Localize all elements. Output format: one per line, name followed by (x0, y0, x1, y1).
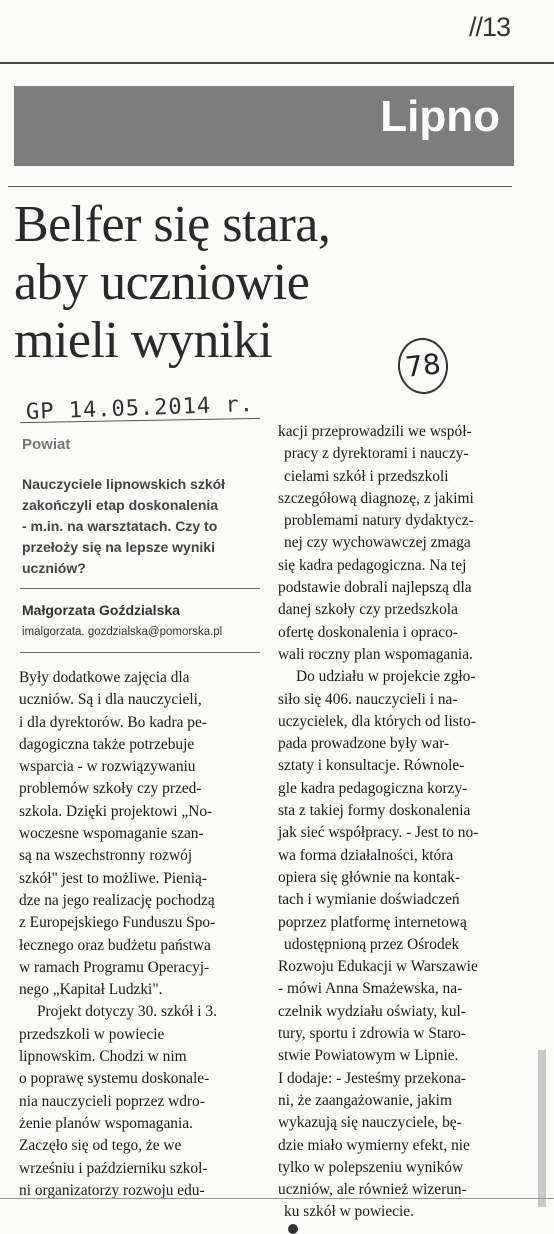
section-banner (14, 86, 514, 166)
body-line: się kadra pedagogiczna. Na tej (278, 556, 467, 574)
banner-rule (8, 186, 512, 187)
headline-line: aby uczniowie (14, 254, 310, 311)
body-line: ofertę doskonalenia i opraco- (278, 623, 458, 641)
body-line: I dodaje: - Jesteśmy przekona- (278, 1069, 467, 1087)
body-line: nej czy wychowawczej zmaga (284, 534, 471, 552)
author-divider (20, 652, 260, 653)
body-line: podstawie dobrali najlepszą dla (278, 579, 472, 597)
body-line: żenie planów wspomagania. (19, 1114, 193, 1132)
body-line: są na wszechstronny rozwój (19, 847, 193, 865)
body-line: szkół" jest to możliwe. Pienią- (19, 869, 207, 887)
article-column-right (278, 421, 524, 1234)
body-line: kacji przeprowadzili we współ- (278, 423, 472, 440)
body-line: szkola. Dzięki projektowi „No- (19, 802, 213, 820)
body-line: nego „Kapitał Ludzki". (19, 981, 163, 999)
author-email: imalgorzata. gozdzialska@pomorska.pl (22, 626, 223, 638)
lead-line: uczniów? (22, 560, 86, 576)
body-line: woczesne wspomaganie szan- (19, 825, 204, 843)
body-line: z Europejskiego Funduszu Spo- (19, 914, 216, 932)
body-line-last: ku szkół w powiecie. (284, 1203, 414, 1221)
body-line: uczniów. Są i dla nauczycieli, (19, 691, 202, 709)
section-label: Powiat (22, 436, 71, 453)
lead-divider (20, 588, 260, 589)
body-line: sztaty i konsultacje. Równole- (278, 757, 465, 775)
body-line: tach i wymianie doświadczeń (278, 891, 460, 909)
end-of-article-icon (288, 1224, 298, 1234)
body-line: pada prowadzone były war- (278, 735, 450, 753)
article-lead (22, 474, 258, 579)
body-line: ni, że zaangażowanie, jakim (278, 1091, 452, 1109)
body-line (278, 1201, 524, 1233)
circled-number-mark: 78 (395, 336, 451, 397)
body-line: wsparcia - w rozwiązywaniu (19, 758, 196, 776)
body-line: siło się 406. nauczycieli i na- (278, 690, 458, 708)
scan-edge-shadow (538, 1050, 546, 1207)
body-line: uczycielek, dla których od listo- (278, 712, 476, 730)
body-line: wali roczny plan wspomagania. (278, 645, 473, 663)
body-line: udostępnioną przez Ośrodek (284, 935, 460, 953)
body-line: Rozwoju Edukacji w Warszawie (278, 958, 478, 976)
body-line: ni organizatorzy rozwoju edu- (19, 1181, 205, 1199)
top-rule (0, 62, 554, 64)
body-line: stwie Powiatowym w Lipnie. (278, 1047, 459, 1065)
body-line: i dla dyrektorów. Bo kadra pe- (19, 713, 207, 731)
body-line: cielami szkół i przedszkoli (284, 467, 449, 485)
body-line: przedszkoli w powiecie (19, 1025, 165, 1043)
body-line: dzie miało wymierny efekt, nie (278, 1136, 470, 1154)
body-line: gle kadra pedagogiczna korzy- (278, 779, 468, 797)
lead-line: - m.in. na warsztatach. Czy to (22, 518, 218, 534)
body-line: Były dodatkowe zajęcia dla (19, 669, 190, 686)
body-line: wa forma działalności, która (278, 846, 454, 864)
body-line: Do udziału w projekcie zgło- (296, 668, 476, 686)
body-line: Projekt dotyczy 30. szkół i 3. (37, 1003, 217, 1021)
body-line: tury, sportu i zdrowia w Staro- (278, 1025, 466, 1043)
body-line: lipnowskim. Chodzi w nim (19, 1048, 187, 1066)
body-line: jak sieć współpracy. - Jest to no- (278, 824, 479, 842)
body-line: wykazują się nauczyciele, bę- (278, 1114, 462, 1132)
body-line: problemami natury dydaktycz- (284, 512, 474, 530)
body-line: o poprawę systemu doskonale- (19, 1070, 210, 1088)
lead-line: Nauczyciele lipnowskich szkół (22, 476, 226, 492)
body-line: tylko w polepszeniu wyników (278, 1158, 464, 1176)
author-name: Małgorzata Goździalska (22, 602, 180, 618)
body-line: czelnik wydziału oświaty, kul- (278, 1002, 466, 1020)
lead-line: przełoży się na lepsze wyniki (22, 539, 215, 555)
body-line: danej szkoły czy przedszkola (278, 601, 458, 619)
body-line: dze na jego realizację pochodzą (19, 891, 215, 909)
body-line: sta z takiej formy doskonalenia (278, 802, 471, 820)
body-line: nia nauczycieli poprzez wdro- (19, 1092, 205, 1110)
body-line: pracy z dyrektorami i nauczy- (284, 445, 469, 463)
headline-line: Belfer się stara, (14, 196, 331, 253)
article-column-left (19, 667, 264, 1202)
body-line: poprzez platformę internetową (278, 913, 467, 931)
body-line: uczniów, ale również wizerun- (278, 1181, 467, 1199)
page-number: //13 (468, 12, 510, 42)
lead-line: zakończyli etap doskonalenia (22, 497, 219, 513)
body-line: łecznego oraz budżetu państwa (19, 936, 211, 954)
body-line: - mówi Anna Smażewska, na- (278, 980, 463, 998)
body-line: dagogiczna także potrzebuje (19, 735, 195, 753)
headline-line: mieli wyniki (14, 312, 273, 369)
body-line: opiera się głównie na kontak- (278, 868, 461, 886)
body-line: problemów szkoły czy przed- (19, 780, 202, 798)
body-line: w ramach Programu Operacyj- (19, 958, 210, 976)
bottom-rule (0, 1198, 554, 1199)
body-line: Zaczęło się od tego, że we (19, 1137, 182, 1155)
handwritten-note: GP 14.05.2014 r. (25, 392, 255, 425)
body-line: szczegółową diagnozę, z jakimi (278, 489, 474, 507)
body-line: wrześniu i październiku szkol- (19, 1159, 208, 1177)
section-banner-title: Lipno (380, 92, 500, 141)
